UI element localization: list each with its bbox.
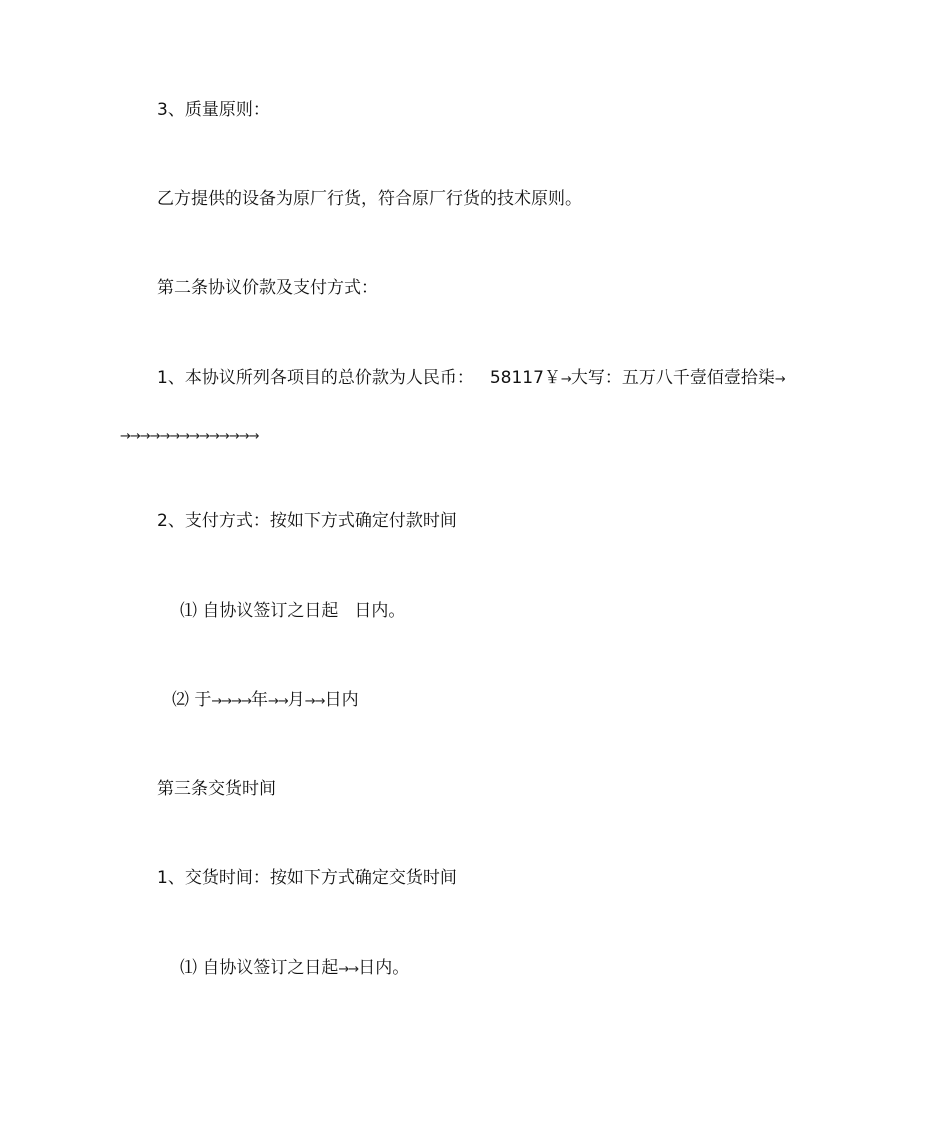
item-number: ⑵ [172,690,189,710]
item-number: ⑴ [180,958,197,978]
delivery-heading: 1、交货时间：按如下方式确定交货时间 [157,868,457,888]
tab-arrows-line: →→→→→→→→→→→→→→ [120,429,259,444]
delivery-item-1 [180,956,409,982]
price-prefix: 1、本协议所列各项目的总价款为人民币： [157,368,474,388]
payment-item-1 [180,599,405,623]
article2-title: 第二条协议价款及支付方式： [157,278,378,298]
payment-item-1-post: 日内。 [354,601,406,621]
delivery-item-1-post: 日内。 [358,958,410,978]
item-number: ⑴ [180,601,197,621]
payment-item-2-d: 日内 [324,690,359,710]
delivery-item-1-pre: 自协议签订之日起 [202,958,339,978]
payment-item-2-c: 月 [287,690,305,710]
payment-item-1-pre: 自协议签订之日起 [202,601,339,621]
tab-arrow-icon: →→→→ [211,694,251,709]
article3-title: 第三条交货时间 [157,779,276,799]
quality-heading: 3、质量原则： [157,100,270,120]
tab-arrow-icon: → [774,372,785,387]
payment-item-2-a: 于 [194,690,212,710]
price-line [157,366,785,392]
price-caps-label: 大写：五万八千壹佰壹拾柒 [570,368,775,388]
price-amount: 58117￥ [489,368,561,388]
tab-arrow-icon: →→ [338,962,359,977]
tab-arrow-icon: → [560,372,571,387]
quality-text: 乙方提供的设备为原厂行货，符合原厂行货的技术原则。 [157,189,582,209]
tab-arrow-icon: →→ [267,694,288,709]
payment-item-2-b: 年 [250,690,268,710]
payment-item-2 [172,688,359,714]
payment-heading: 2、支付方式：按如下方式确定付款时间 [157,511,457,531]
tab-arrow-icon: →→ [304,694,325,709]
